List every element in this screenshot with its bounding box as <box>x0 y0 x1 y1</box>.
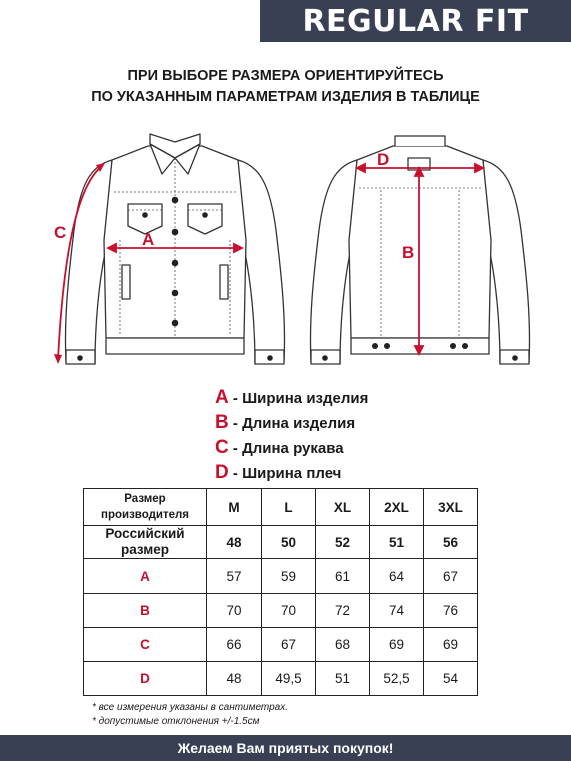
table-cell: 66 <box>207 628 262 662</box>
table-cell: 48 <box>207 662 262 696</box>
header-title: REGULAR FIT <box>302 4 529 39</box>
label-d: D <box>377 150 390 169</box>
legend-item-c <box>215 437 368 462</box>
table-cell: 72 <box>316 594 370 628</box>
subtitle-line-1: ПРИ ВЫБОРЕ РАЗМЕРА ОРИЕНТИРУЙТЕСЬ <box>127 68 444 84</box>
measurement-legend <box>215 387 368 487</box>
table-cell: 48 <box>207 526 262 559</box>
table-cell: 61 <box>316 559 370 594</box>
legend-letter: A <box>215 387 229 408</box>
jacket-front-illustration <box>50 130 300 375</box>
legend-item-a <box>215 387 368 412</box>
table-cell: 49,5 <box>262 662 316 696</box>
size-cell: L <box>262 489 316 526</box>
header-label-line: Размер <box>124 493 166 505</box>
table-cell: 76 <box>424 594 478 628</box>
table-cell: 64 <box>370 559 424 594</box>
table-cell: 70 <box>207 594 262 628</box>
table-cell: 56 <box>424 526 478 559</box>
legend-text: - Длина рукава <box>228 440 344 457</box>
jacket-back-illustration <box>295 130 545 375</box>
legend-item-b <box>215 412 368 437</box>
footnote-line: * допустимые отклонения +/-1.5см <box>92 716 260 727</box>
footer-text: Желаем Вам приятых покупок! <box>177 740 394 756</box>
footnote-line: * все измерения указаны в сантиметрах. <box>92 702 289 713</box>
row-letter-cell: D <box>84 662 207 696</box>
subtitle-line-2: ПО УКАЗАННЫМ ПАРАМЕТРАМ ИЗДЕЛИЯ В ТАБЛИЦЕ <box>91 89 480 105</box>
table-row <box>84 559 478 594</box>
table-cell: 57 <box>207 559 262 594</box>
row-letter-cell: B <box>84 594 207 628</box>
table-cell: 52,5 <box>370 662 424 696</box>
size-cell: XL <box>316 489 370 526</box>
legend-letter: D <box>215 462 229 483</box>
table-cell: 54 <box>424 662 478 696</box>
size-cell: M <box>207 489 262 526</box>
table-cell: 67 <box>424 559 478 594</box>
table-cell: 67 <box>262 628 316 662</box>
table-cell: 68 <box>316 628 370 662</box>
legend-text: - Ширина плеч <box>228 465 342 482</box>
header-label-line: производителя <box>101 509 189 521</box>
size-cell: 3XL <box>424 489 478 526</box>
table-cell: 52 <box>316 526 370 559</box>
table-cell: 50 <box>262 526 316 559</box>
footnotes <box>92 701 288 729</box>
subtitle <box>0 66 571 108</box>
legend-text: - Ширина изделия <box>228 390 369 407</box>
footer-bar <box>0 735 571 761</box>
size-cell: 2XL <box>370 489 424 526</box>
legend-letter: C <box>215 437 229 458</box>
table-cell: 69 <box>370 628 424 662</box>
table-cell: 69 <box>424 628 478 662</box>
russian-label-cell: Российский размер <box>84 526 207 559</box>
table-row <box>84 628 478 662</box>
label-b: B <box>402 243 415 262</box>
table-row <box>84 594 478 628</box>
table-cell: 70 <box>262 594 316 628</box>
table-cell: 51 <box>316 662 370 696</box>
row-letter-cell: A <box>84 559 207 594</box>
header-label-cell <box>84 489 207 526</box>
table-row <box>84 662 478 696</box>
row-letter-cell: C <box>84 628 207 662</box>
table-cell: 51 <box>370 526 424 559</box>
table-cell: 74 <box>370 594 424 628</box>
table-header-row <box>84 489 478 526</box>
legend-letter: B <box>215 412 229 433</box>
table-row-russian <box>84 526 478 559</box>
legend-item-d <box>215 462 368 487</box>
legend-text: - Длина изделия <box>228 415 356 432</box>
header-bar <box>260 0 571 42</box>
label-a: A <box>142 230 155 249</box>
size-table <box>83 488 478 696</box>
table-cell: 59 <box>262 559 316 594</box>
label-c: C <box>54 223 67 242</box>
